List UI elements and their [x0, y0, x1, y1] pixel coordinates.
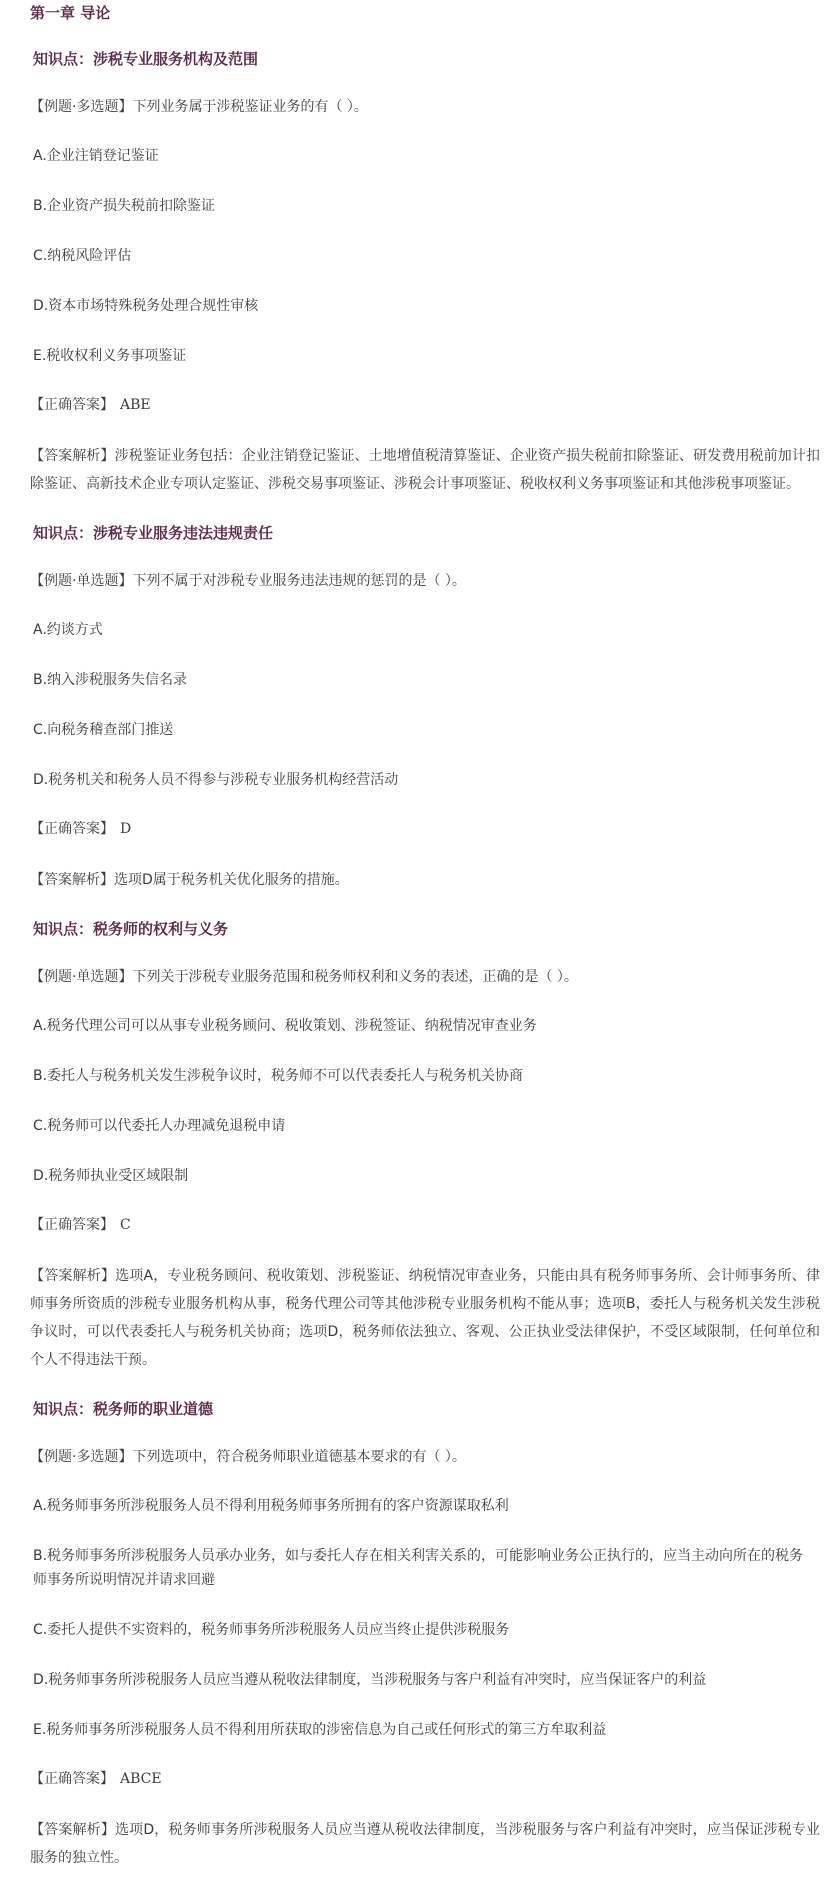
- answer-analysis-text: 涉税鉴证业务包括：企业注销登记鉴证、土地增值税清算鉴证、企业资产损失税前扣除鉴证、研发费用税前加计扣除鉴证、高新技术企业专项认定鉴证、涉税交易事项鉴证、涉税会计事项鉴证、税收权利义务事项鉴证和其他涉税事项鉴证。: [30, 448, 820, 492]
- knowledge-point-title: 知识点：涉税专业服务违法违规责任: [33, 524, 274, 542]
- answer-analysis-label: 【答案解析】: [30, 448, 115, 464]
- answer-analysis: [30, 1816, 820, 1872]
- correct-answer-label: 【正确答案】: [30, 397, 114, 413]
- correct-answer-value: ABCE: [120, 1771, 162, 1787]
- answer-option: A.税务代理公司可以从事专业税务顾问、税收策划、涉税签证、纳税情况审查业务: [33, 1018, 537, 1034]
- answer-option: B.纳入涉税服务失信名录: [33, 672, 188, 688]
- correct-answer: [30, 1214, 833, 1236]
- sections-container: [0, 48, 833, 1872]
- question-text: 下列不属于对涉税专业服务违法违规的惩罚的是（ ）。: [132, 573, 466, 589]
- answer-analysis: [30, 442, 820, 498]
- answer-analysis-text: 选项A，专业税务顾问、税收策划、涉税鉴证、纳税情况审查业务，只能由具有税务师事务所、会计师事务所、律师事务所资质的涉税专业服务机构从事，税务代理公司等其他涉税专业服务机构不能从事；选项B，委托人与税务机关发生涉税争议时，可以代表委托人与税务机关协商；选项D，税务师依法独立、客观、公正执业受法律保护，不受区域限制，任何单位和个人不得违法干预。: [30, 1268, 820, 1368]
- answer-option: D.税务师执业受区域限制: [33, 1168, 189, 1184]
- answer-analysis-label: 【答案解析】: [30, 1822, 116, 1838]
- knowledge-section: [0, 1398, 833, 1872]
- answer-analysis: [30, 866, 820, 894]
- answer-analysis-text: 选项D，税务师事务所涉税服务人员应当遵从税收法律制度，当涉税服务与客户利益有冲突时，应当保证涉税专业服务的独立性。: [30, 1822, 821, 1866]
- correct-answer: [30, 394, 833, 416]
- question-type-label: 【例题·多选题】: [30, 1449, 133, 1465]
- knowledge-point-title: 知识点：涉税专业服务机构及范围: [33, 50, 259, 68]
- correct-answer: [30, 1768, 833, 1790]
- question-stem: [30, 1446, 833, 1468]
- answer-option: B.企业资产损失税前扣除鉴证: [33, 198, 216, 214]
- correct-answer: [30, 818, 833, 840]
- knowledge-point-title: 知识点：税务师的权利与义务: [33, 920, 229, 938]
- answer-analysis: [30, 1262, 820, 1374]
- question-text: 下列选项中，符合税务师职业道德基本要求的有（ ）。: [132, 1449, 466, 1465]
- question-type-label: 【例题·单选题】: [30, 573, 133, 589]
- question-type-label: 【例题·多选题】: [30, 99, 133, 115]
- correct-answer-value: ABE: [120, 397, 151, 413]
- correct-answer-value: C: [120, 1217, 131, 1233]
- answer-option: E.税收权利义务事项鉴证: [33, 348, 187, 364]
- answer-option: C.委托人提供不实资料的，税务师事务所涉税服务人员应当终止提供涉税服务: [33, 1622, 510, 1638]
- question-text: 下列关于涉税专业服务范围和税务师权利和义务的表述，正确的是（ ）。: [132, 969, 578, 985]
- answer-analysis-label: 【答案解析】: [30, 1268, 116, 1284]
- answer-option: C.纳税风险评估: [33, 248, 132, 264]
- answer-option: B.税务师事务所涉税服务人员承办业务，如与委托人存在相关利害关系的，可能影响业务公正执行的，应当主动向所在的税务师事务所说明情况并请求回避: [33, 1548, 804, 1588]
- chapter-title: 第一章 导论: [30, 4, 111, 22]
- answer-analysis-text: 选项D属于税务机关优化服务的措施。: [114, 872, 349, 888]
- answer-option: D.税务师事务所涉税服务人员应当遵从税收法律制度，当涉税服务与客户利益有冲突时，应当保证客户的利益: [33, 1672, 707, 1688]
- question-type-label: 【例题·单选题】: [30, 969, 133, 985]
- correct-answer-label: 【正确答案】: [30, 821, 114, 837]
- answer-option: A.约谈方式: [33, 622, 103, 638]
- answer-option: A.企业注销登记鉴证: [33, 148, 159, 164]
- question-stem: [30, 96, 833, 118]
- answer-option: C.向税务稽查部门推送: [33, 722, 174, 738]
- answer-option: D.税务机关和税务人员不得参与涉税专业服务机构经营活动: [33, 772, 399, 788]
- answer-option: E.税务师事务所涉税服务人员不得利用所获取的涉密信息为自己或任何形式的第三方牟取利益: [33, 1722, 607, 1738]
- knowledge-section: [0, 48, 833, 498]
- correct-answer-label: 【正确答案】: [30, 1217, 114, 1233]
- knowledge-point-title: 知识点：税务师的职业道德: [33, 1400, 214, 1418]
- correct-answer-value: D: [120, 821, 132, 837]
- question-text: 下列业务属于涉税鉴证业务的有（ ）。: [132, 99, 368, 115]
- answer-option: C.税务师可以代委托人办理减免退税申请: [33, 1118, 286, 1134]
- knowledge-section: [0, 918, 833, 1374]
- answer-option: D.资本市场特殊税务处理合规性审核: [33, 298, 259, 314]
- question-stem: [30, 570, 833, 592]
- correct-answer-label: 【正确答案】: [30, 1771, 114, 1787]
- answer-option: A.税务师事务所涉税服务人员不得利用税务师事务所拥有的客户资源谋取私利: [33, 1498, 509, 1514]
- answer-option: B.委托人与税务机关发生涉税争议时，税务师不可以代表委托人与税务机关协商: [33, 1068, 524, 1084]
- answer-analysis-label: 【答案解析】: [30, 872, 114, 888]
- question-stem: [30, 966, 833, 988]
- knowledge-section: [0, 522, 833, 894]
